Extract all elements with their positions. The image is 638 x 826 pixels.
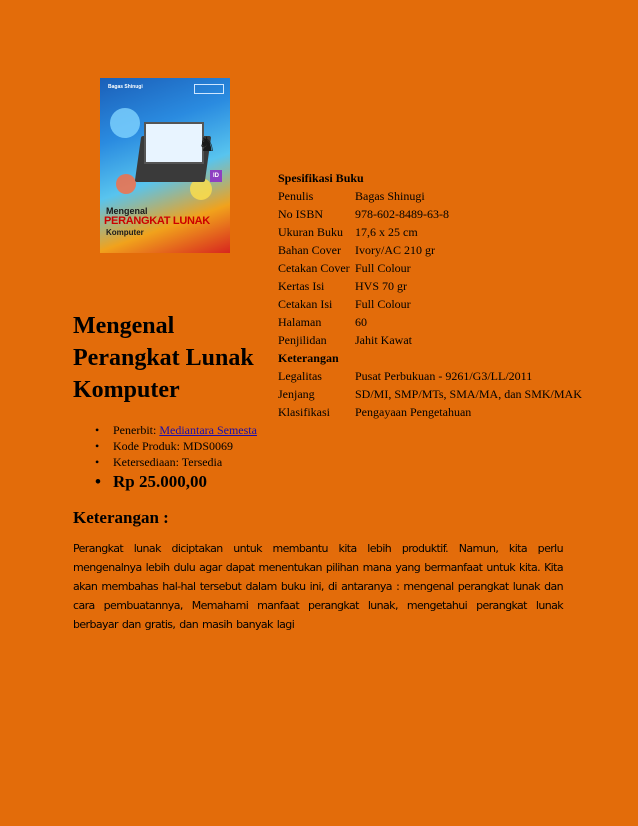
product-code-item: • Kode Produk: MDS0069 [95,438,257,454]
spec-value: Bagas Shinugi [355,189,425,203]
cover-bubble [116,174,136,194]
spec-value: Pengayaan Pengetahuan [355,405,472,419]
spec-key: Klasifikasi [278,405,330,419]
spec-value: Pusat Perbukuan - 9261/G3/LL/2011 [355,369,533,383]
spec-row [278,241,582,259]
spec-value: 17,6 x 25 cm [355,225,418,239]
laptop-screen [144,122,204,164]
spec-key: Penulis [278,189,314,203]
cover-title-line2: PERANGKAT LUNAK [104,215,210,227]
publisher-link[interactable]: Mediantara Semesta [159,423,257,437]
spec-value: SD/MI, SMP/MTs, SMA/MA, dan SMK/MAK [355,387,582,401]
publisher-item [95,422,257,438]
horse-icon: ♞ [198,134,216,156]
spec-value: Ivory/AC 210 gr [355,243,435,257]
spec-heading: Spesifikasi Buku [278,171,364,185]
cover-title-line3: Komputer [106,228,144,237]
product-price: • Rp 25.000,00 [95,472,207,492]
cover-badge: ID [210,170,222,182]
description-title: Keterangan : [73,508,169,527]
spec-row [278,277,582,295]
spec-row [278,403,582,421]
cover-publisher-logo [194,84,224,94]
spec-row [278,385,582,403]
cover-title-line1: Mengenal [106,206,148,216]
spec-key: Bahan Cover [278,243,341,257]
spec-row [278,331,582,349]
product-title [73,310,273,406]
product-meta-list [95,422,257,470]
availability-item: • Ketersediaan: Tersedia [95,454,257,470]
spec-key: Cetakan Cover [278,261,350,275]
spec-key: Cetakan Isi [278,297,333,311]
cover-author: Bagas Shinugi [108,84,143,90]
spec-key: Legalitas [278,369,322,383]
spec-key: Halaman [278,315,322,329]
spec-row [278,259,582,277]
product-title-line: Mengenal [73,313,175,339]
spec-value: Full Colour [355,261,411,275]
product-title-line: Perangkat Lunak [73,345,254,371]
spec-value: 978-602-8489-63-8 [355,207,449,221]
spec-key: Jenjang [278,387,315,401]
book-cover-image [100,78,230,253]
cover-bubble [110,108,140,138]
publisher-label: Penerbit: [113,423,160,437]
spec-value: Jahit Kawat [355,333,412,347]
spec-key: Ukuran Buku [278,225,343,239]
spec-heading-keterangan: Keterangan [278,351,339,365]
spec-row [278,313,582,331]
spec-row [278,205,582,223]
spec-key: Kertas Isi [278,279,325,293]
spec-table [278,169,582,421]
spec-key: No ISBN [278,207,324,221]
description-text: Perangkat lunak diciptakan untuk membantu kita lebih produktif. Namun, kita perlu mengenalnya lebih dulu agar dapat menentukan pilihan mana yang bermanfaat untuk kita. Kita akan membahas hal-hal tersebut dalam buku ini, di antaranya : mengenal perangkat lunak dan cara pembuatannya, Memahami manfaat perangkat lunak, mengetahui perangkat lunak berbayar dan gratis, dan masih banyak lagi [73,542,563,631]
spec-value: Full Colour [355,297,411,311]
spec-row [278,223,582,241]
spec-key: Penjilidan [278,333,327,347]
spec-row [278,295,582,313]
spec-row [278,187,582,205]
product-title-line: Komputer [73,377,180,403]
spec-value: HVS 70 gr [355,279,408,293]
spec-value: 60 [355,315,367,329]
spec-row [278,367,582,385]
